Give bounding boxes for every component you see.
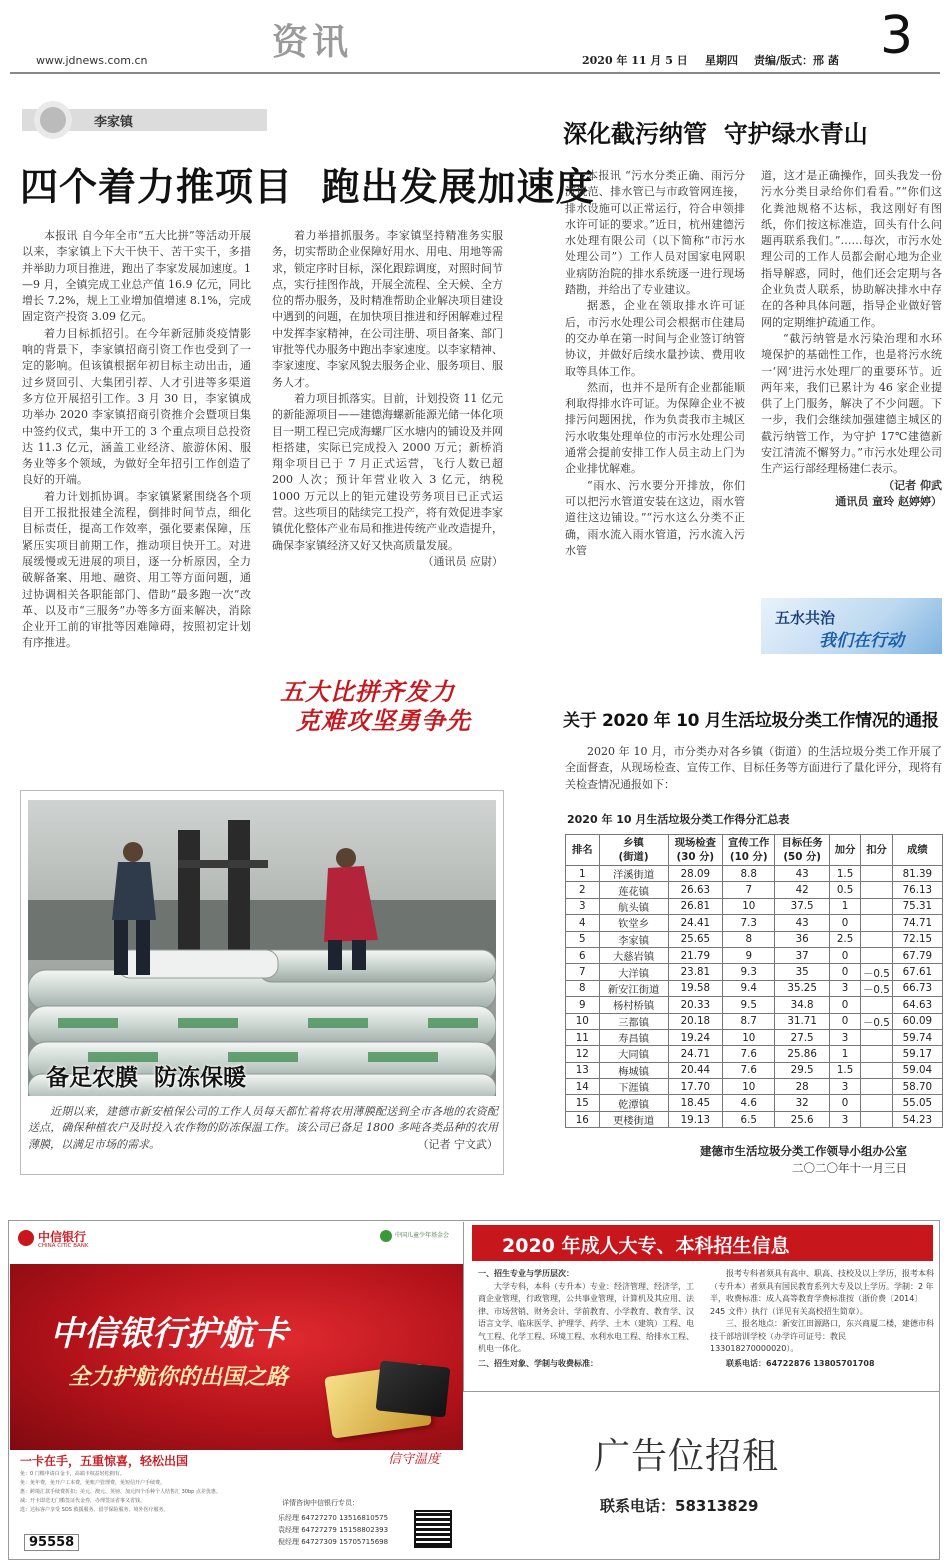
citic-bank-ad[interactable] <box>10 1222 463 1558</box>
table-cell: 43 <box>775 915 829 931</box>
page-number: 3 <box>880 6 914 66</box>
table-header-cell: 扣分 <box>861 835 892 866</box>
table-cell <box>861 1046 892 1062</box>
badge-line-2: 我们在行动 <box>819 631 904 651</box>
benefit-item: 选：达标客户享受 SOS 救援服务、留学保险服务、境外医疗服务。 <box>20 1507 169 1513</box>
table-cell: 0 <box>829 915 860 931</box>
table-row <box>566 997 943 1013</box>
table-cell: 25.65 <box>668 931 722 947</box>
table-cell: 67.79 <box>892 947 942 963</box>
table-cell: 0 <box>829 964 860 980</box>
issue-date: 2020 年 11 月 5 日 <box>582 54 688 67</box>
table-cell: 76.13 <box>892 882 942 898</box>
qr-code-icon[interactable] <box>416 1512 450 1546</box>
table-row <box>566 1046 943 1062</box>
article1-headline: 四个着力推项目 跑出发展加速度 <box>20 165 595 209</box>
table-cell: 42 <box>775 882 829 898</box>
table-header-row <box>566 835 943 866</box>
notice-intro-text: 2020 年 10 月，市分类办对各乡镇（街道）的生活垃圾分类工作开展了全面督查，从现场检查、宣传工作、目标任务等方面进行了量化评分，现将有关检查情况通报如下： <box>565 745 942 791</box>
enrollment-ad[interactable] <box>463 1222 940 1392</box>
table-cell: 10 <box>723 1079 775 1095</box>
table-cell: 1 <box>829 898 860 914</box>
table-cell: 35.25 <box>775 980 829 996</box>
table-cell: 26.63 <box>668 882 722 898</box>
table-cell: 9.3 <box>723 964 775 980</box>
bank-brand: 信守温度 <box>388 1452 441 1467</box>
photo-caption <box>28 1104 498 1153</box>
table-header-cell: 加分 <box>829 835 860 866</box>
article2-headline: 深化截污纳管 守护绿水青山 <box>563 120 868 148</box>
table-cell: 24.71 <box>668 1046 722 1062</box>
table-row <box>566 915 943 931</box>
bank-ad-banner <box>10 1264 463 1450</box>
issue-weekday: 星期四 <box>705 54 738 67</box>
article1-byline: （通讯员 应尉） <box>422 554 503 568</box>
table-row <box>566 898 943 914</box>
table-cell: 59.17 <box>892 1046 942 1062</box>
table-cell: 72.15 <box>892 931 942 947</box>
table-cell: 20.44 <box>668 1062 722 1078</box>
table-cell: 0 <box>829 997 860 1013</box>
table-cell: 27.5 <box>775 1029 829 1045</box>
table-cell: 3 <box>829 1079 860 1095</box>
enrollment-phone[interactable]: 联系电话：64722876 13805701708 <box>726 1358 875 1368</box>
table-cell <box>861 931 892 947</box>
table-cell: 梅城镇 <box>599 1062 668 1078</box>
card-image-2 <box>376 1360 451 1417</box>
editor-credit: 责编/版式：邢 菡 <box>754 54 839 67</box>
bank-hotline[interactable]: 95558 <box>24 1534 79 1551</box>
enrollment-section-heading: 二、招生对象、学制与收费标准： <box>478 1358 598 1368</box>
table-cell: 10 <box>723 1029 775 1045</box>
table-cell: －0.5 <box>861 980 892 996</box>
table-header-cell: 目标任务 (50 分) <box>775 835 829 866</box>
table-cell: 1 <box>829 1046 860 1062</box>
table-cell: 21.79 <box>668 947 722 963</box>
table-cell: 29.5 <box>775 1062 829 1078</box>
bank-name: 中信银行 <box>38 1230 87 1244</box>
table-cell: 6.5 <box>723 1111 775 1127</box>
table-cell: 75.31 <box>892 898 942 914</box>
table-cell: 11 <box>566 1029 600 1045</box>
table-cell: 0 <box>829 1095 860 1111</box>
article1-column-1 <box>22 228 251 652</box>
notice-signature: 建德市生活垃圾分类工作领导小组办公室 <box>700 1144 907 1158</box>
table-row <box>566 931 943 947</box>
article2-paragraph: “雨水、污水要分开排放，你们可以把污水管道安装在这边，雨水管道往这边铺设。”“污水这么分类不正确，雨水流入雨水管道，污水流入污水管 <box>565 478 745 557</box>
table-cell: 寿昌镇 <box>599 1029 668 1045</box>
section-title: 资讯 <box>272 22 353 63</box>
table-cell: 9.4 <box>723 980 775 996</box>
photo-caption-title: 备足农膜 防冻保暖 <box>46 1065 247 1091</box>
table-row <box>566 947 943 963</box>
table-cell: 18.45 <box>668 1095 722 1111</box>
article2-paragraph: 然而，也并不是所有企业都能顺利取得排水许可证。为保障企业不被排污问题困扰，作为负责我市主城区污水收集处理单位的市污水处理公司通常会提前安排工作人员主动上门为企业排忧解难。 <box>565 380 745 476</box>
table-cell: 81.39 <box>892 866 942 882</box>
partner-name: 中国儿童少年基金会 <box>395 1232 450 1239</box>
table-cell: 9 <box>566 997 600 1013</box>
table-row <box>566 1013 943 1029</box>
farm-film-photo <box>28 800 496 1096</box>
table-cell: 0.5 <box>829 882 860 898</box>
table-cell: 乾潭镇 <box>599 1095 668 1111</box>
table-cell <box>861 915 892 931</box>
table-cell: 13 <box>566 1062 600 1078</box>
bank-contact-heading: 详情咨询中信银行专员： <box>282 1499 359 1507</box>
table-cell: 更楼街道 <box>599 1111 668 1127</box>
table-cell: 7.6 <box>723 1046 775 1062</box>
article1-column-2 <box>272 228 503 570</box>
score-table <box>565 834 943 1128</box>
table-cell: 25.6 <box>775 1111 829 1127</box>
table-cell: 58.70 <box>892 1079 942 1095</box>
table-cell: 17.70 <box>668 1079 722 1095</box>
table-cell: 74.71 <box>892 915 942 931</box>
table-cell: 16 <box>566 1111 600 1127</box>
table-cell <box>861 1111 892 1127</box>
table-cell: 59.74 <box>892 1029 942 1045</box>
header-divider <box>10 72 940 74</box>
table-cell: 28 <box>775 1079 829 1095</box>
region-tag-label: 李家镇 <box>94 115 134 130</box>
table-cell: 25.86 <box>775 1046 829 1062</box>
photo-caption-text: 近期以来，建德市新安植保公司的工作人员每天都忙着将农用薄膜配送到全市各地的农资配送点，确保种植农户及时投入农作物的防冻保温工作。该公司已备足 1800 多吨各类品种的农用薄膜，以满足市场的需求。 <box>28 1105 498 1151</box>
table-cell: 55.05 <box>892 1095 942 1111</box>
table-cell: 1.5 <box>829 1062 860 1078</box>
warehouse-scene-image <box>28 800 496 1096</box>
table-cell: 59.04 <box>892 1062 942 1078</box>
table-cell: 14 <box>566 1079 600 1095</box>
table-row <box>566 1062 943 1078</box>
score-table-wrapper <box>565 834 943 1128</box>
article1-paragraph: 本报讯 自今年全市“五大比拼”等活动开展以来，李家镇上下大干快干、苦干实干，多措并举助力项目推进，跑出了李家发展加速度。1—9 月，全镇完成工业总产值 16.9 亿元，同比增长 7.2%，规上工业增加值增速 8.1%，完成固定资产投资 3.09 亿元。 <box>22 229 251 324</box>
article1-paragraph: 着力计划抓协调。李家镇紧紧围绕各个项目开工报批报建全流程，倒排时间节点，细化目标责任，提高工作效率，强化要素保障，压紧压实项目前期工作，推动项目快开工。对进展缓慢或无进展的项目，逐一分析原因，全力破解备案、用地、融资、用工等方面问题，通过协调相关各职能部门、借助“最多跑一次”改革、以及市“三服务”办等多方面来解决，消除企业开工前的审批等因难障碍，按照初定计划有序推进。 <box>22 489 251 650</box>
table-row <box>566 1079 943 1095</box>
article1-paragraph: 着力目标抓招引。在今年新冠肺炎疫情影响的背景下，李家镇招商引资工作也受到了一定的影响。但该镇根据年初目标主动出击，通过乡贤回引、大集团引荐、人才引进等多渠道多方位开展招引工作。3 月 30 日，李家镇成功举办 2020 李家镇招商引资推介会暨项目集中签约仪式，集中开工的 3 个重点项目总投资达 11.3 亿元，涵盖工业经济、旅游休闲、服务业等多个领域，为做好全年招引工作创造了良好的开端。 <box>22 326 251 487</box>
table-cell: 2.5 <box>829 931 860 947</box>
table-cell: 大慈岩镇 <box>599 947 668 963</box>
table-cell: 10 <box>566 1013 600 1029</box>
contact-row: 倪经理 64727309 15705715698 <box>278 1538 389 1546</box>
table-row <box>566 1029 943 1045</box>
table-title: 2020 年 10 月生活垃圾分类工作得分汇总表 <box>567 813 790 826</box>
article2-paragraph: 据悉，企业在领取排水许可证后，市污水处理公司会根据市住建局的交办单在第一时间与企业签订纳管协议，并做好后续水量抄读、费用收取等具体工作。 <box>565 299 745 378</box>
table-cell: 航头镇 <box>599 898 668 914</box>
table-cell: 20.33 <box>668 997 722 1013</box>
table-body <box>566 866 943 1128</box>
table-cell <box>861 997 892 1013</box>
benefit-item: 免：免年费，免开户工本费，免账户管理费，免短信开户手续费。 <box>20 1480 166 1486</box>
table-cell: 20.18 <box>668 1013 722 1029</box>
table-cell: 4.6 <box>723 1095 775 1111</box>
table-cell: 66.73 <box>892 980 942 996</box>
table-cell: 5 <box>566 931 600 947</box>
table-cell <box>861 1029 892 1045</box>
table-row <box>566 964 943 980</box>
slogan-line-1: 五大比拼齐发力 <box>280 678 455 706</box>
table-row <box>566 866 943 882</box>
enrollment-left-col <box>478 1268 698 1370</box>
table-cell <box>861 898 892 914</box>
table-cell: 12 <box>566 1046 600 1062</box>
table-cell: 0 <box>829 947 860 963</box>
notice-intro <box>565 744 942 793</box>
table-cell: 32 <box>775 1095 829 1111</box>
enrollment-section-text: 三、报名地点：新安江田源路口，东兴商厦二楼，建德市科技干部培训学校（办学许可证号：教民133018270000020）。 <box>710 1319 934 1353</box>
table-cell: 36 <box>775 931 829 947</box>
table-cell: 6 <box>566 947 600 963</box>
table-cell <box>861 882 892 898</box>
table-cell: 大洋镇 <box>599 964 668 980</box>
bank-ad-tagline: 一卡在手，五重惊喜，轻松出国 <box>20 1454 189 1468</box>
table-cell: 43 <box>775 866 829 882</box>
article2-column-1 <box>565 168 745 559</box>
photo-byline: （记者 宁文武） <box>417 1137 498 1151</box>
table-cell: 3 <box>566 898 600 914</box>
table-cell: 37 <box>775 947 829 963</box>
table-cell: 7 <box>723 882 775 898</box>
table-cell: 28.09 <box>668 866 722 882</box>
table-cell: 8 <box>566 980 600 996</box>
enrollment-title: 2020 年成人大专、本科招生信息 <box>502 1235 790 1257</box>
table-cell: 34.8 <box>775 997 829 1013</box>
table-row <box>566 1111 943 1127</box>
enrollment-section-text: 大学专科，本科（专升本）专业：经济管理、经济学，工商企业管理，行政管理，公共事业管理，计算机及其应用、法律、市场营销、财务会计、学前教育、小学教育、教育学、汉语言文学、临床医学、护理学、药学、土木（建筑）工程、电气工程、化学工程、环境工程、水利水电工程、给排水工程、机电一体化。 <box>478 1281 694 1353</box>
table-cell: 李家镇 <box>599 931 668 947</box>
table-cell: 1 <box>566 866 600 882</box>
table-cell: 54.23 <box>892 1111 942 1127</box>
table-cell: 7.3 <box>723 915 775 931</box>
table-cell: 67.61 <box>892 964 942 980</box>
table-header-cell: 宣传工作 (10 分) <box>723 835 775 866</box>
table-cell: 8.7 <box>723 1013 775 1029</box>
table-cell: 0 <box>829 1013 860 1029</box>
table-cell: 钦堂乡 <box>599 915 668 931</box>
table-cell: 2 <box>566 882 600 898</box>
table-cell: 莲花镇 <box>599 882 668 898</box>
table-cell: 洋溪街道 <box>599 866 668 882</box>
table-cell: －0.5 <box>861 1013 892 1029</box>
table-cell: 15 <box>566 1095 600 1111</box>
table-cell: 60.09 <box>892 1013 942 1029</box>
table-cell: 19.58 <box>668 980 722 996</box>
table-row <box>566 1095 943 1111</box>
table-cell: 9 <box>723 947 775 963</box>
region-tag-circle <box>34 101 72 139</box>
benefit-item: 免：0 门槛申请白金卡，高端卡权益轻松拥有。 <box>20 1471 125 1477</box>
article2-paragraph: 本报讯 “污水分类正确、雨污分流规范、排水管已与市政管网连接，排水设施可以正常运行，符合申领排水许可证的要求。”近日，杭州建德污水处理有限公司（以下简称“市污水处理公司”）工作人员对国家电网职业病防治院的排水系统逐一进行现场踏勘，并给出了专业建议。 <box>565 169 745 297</box>
bank-name-en: CHINA CITIC BANK <box>38 1243 89 1249</box>
table-cell: 64.63 <box>892 997 942 1013</box>
table-cell: 19.13 <box>668 1111 722 1127</box>
table-cell: 37.5 <box>775 898 829 914</box>
ad-space-title: 广告位招租 <box>594 1436 780 1477</box>
bank-ad-subtitle: 全力护航你的出国之路 <box>68 1365 289 1390</box>
table-cell: 杨村桥镇 <box>599 997 668 1013</box>
table-cell: 7.6 <box>723 1062 775 1078</box>
bank-contacts <box>278 1512 388 1548</box>
table-cell: 8.8 <box>723 866 775 882</box>
table-row <box>566 882 943 898</box>
table-cell: 35 <box>775 964 829 980</box>
bank-ad-title: 中信银行护航卡 <box>50 1314 288 1354</box>
table-cell: 23.81 <box>668 964 722 980</box>
article2-column-2 <box>761 168 942 510</box>
table-cell: 9.5 <box>723 997 775 1013</box>
table-cell: 8 <box>723 931 775 947</box>
table-cell <box>861 947 892 963</box>
table-cell: 1.5 <box>829 866 860 882</box>
table-cell <box>861 1062 892 1078</box>
article1-paragraph: 着力项目抓落实。目前，计划投资 11 亿元的新能源项目——建德海螺新能源光储一体化项目一期工程已完成海螺厂区水塘内的铺设及并网柜搭建，实际已完成投入 2000 万元；新桥消翔伞项目已于 7 月正式运营，飞行人数已超 200 人次；预计年营业收入 3 亿元，纳税 1000 万元以上的钜元建设劳务项目已正式运营。这些项目的陆续完工投产，将有效促进李家镇优化整体产业布局和推进传统产业改造提升，确保李家镇经济又好又快高质量发展。 <box>272 391 503 552</box>
five-water-badge <box>761 598 942 654</box>
table-cell <box>861 1095 892 1111</box>
foundation-logo-icon <box>380 1230 392 1242</box>
table-cell: 24.41 <box>668 915 722 931</box>
table-header-cell: 现场检查 (30 分) <box>668 835 722 866</box>
enrollment-section-heading: 一、招生专业与学历层次： <box>478 1269 574 1278</box>
website-url[interactable]: www.jdnews.com.cn <box>36 54 148 67</box>
table-row <box>566 980 943 996</box>
table-cell: 3 <box>829 1111 860 1127</box>
table-cell: 新安江街道 <box>599 980 668 996</box>
table-cell: －0.5 <box>861 964 892 980</box>
article2-byline: 通讯员 童玲 赵婷婷） <box>835 494 942 508</box>
table-cell: 4 <box>566 915 600 931</box>
contact-row: 乐经理 64727270 13516810575 <box>278 1514 389 1522</box>
table-header-cell: 乡镇 (街道) <box>599 835 668 866</box>
article2-paragraph: 道，这才是正确操作，回头我发一份污水分类目录给你们看看。”“你们这化粪池规格不达标，我这刚好有图纸，你们按这标准造，回头有什么问题再联系我们。”……每次，市污水处理公司的工作人员都会耐心地为企业指导解惑，同时，他们还会定期与各企业负责人联系，协助解决排水中存在的各种具体问题，指导企业做好管网的定期维护疏通工作。 <box>761 169 942 329</box>
enrollment-right-col <box>710 1268 934 1370</box>
masthead <box>0 0 947 80</box>
table-cell <box>861 1079 892 1095</box>
table-cell: 下涯镇 <box>599 1079 668 1095</box>
table-cell: 三都镇 <box>599 1013 668 1029</box>
benefit-item: 惠：跨境汇款手续费折扣；美元、澳元、英镑、加元四个币种个人结售汇 30bp 点差优惠。 <box>20 1489 221 1495</box>
table-header-cell: 成绩 <box>892 835 942 866</box>
table-cell: 3 <box>829 980 860 996</box>
contact-row: 袁经理 64727279 15158802393 <box>278 1526 389 1534</box>
table-cell: 大同镇 <box>599 1046 668 1062</box>
badge-line-1: 五水共治 <box>775 609 836 627</box>
benefit-item: 减：开卡即送无门槛签证代金券，办理签证省事又省钱。 <box>20 1498 146 1504</box>
table-cell: 7 <box>566 964 600 980</box>
table-cell: 26.81 <box>668 898 722 914</box>
bank-benefits-list <box>20 1470 282 1515</box>
table-cell: 19.24 <box>668 1029 722 1045</box>
bank-logo-icon <box>18 1230 34 1246</box>
article1-paragraph: 着力举措抓服务。李家镇坚持精准务实服务，切实帮助企业保障好用水、用电、用地等需求，锁定序时目标，深化跟踪调度，对照时间节点，实行挂图作战，开展全流程、全天候、全方位的帮办服务，及时精准帮助企业解决项目建设中遇到的问题，在加快项目推进和纾困解难过程中发挥李家精神，在公司注册、项目备案、部门审批等代办服务中跑出李家速度。以李家精神、李家速度、李家风貌去服务企业、服务项目、服务人才。 <box>272 229 503 389</box>
notice-headline: 关于 2020 年 10 月生活垃圾分类工作情况的通报 <box>563 711 939 731</box>
table-header-cell: 排名 <box>566 835 600 866</box>
table-cell: 3 <box>829 1029 860 1045</box>
table-cell: 10 <box>723 898 775 914</box>
enrollment-section-text: 报考专科者须具有高中、职高、技校及以上学历，报考本科（专升本）者须具有国民教育系列大专及以上学历。学制：2 年半，收费标准：成人高等教育学费标准按（浙价费〔2014〕245 文件）执行（详见有关高校招生简章）。 <box>710 1269 934 1316</box>
ad-space-phone[interactable]: 联系电话：58313829 <box>600 1497 759 1515</box>
slogan-line-2: 克难攻坚勇争先 <box>296 707 471 735</box>
table-cell <box>861 866 892 882</box>
table-cell: 31.71 <box>775 1013 829 1029</box>
article2-paragraph: “截污纳管是水污染治理和水环境保护的基础性工作，也是将污水统一‘网’进污水处理厂的重要环节。近两年来，我们已累计为 46 家企业提供了上门服务，解决了不少问题。下一步，我们会继续加强建德主城区的截污纳管工作，为守护 17℃建德新安江清流不懈努力。”市污水处理公司生产运行部经理杨建仁表示。 <box>761 331 942 476</box>
notice-date: 二〇二〇年十一月三日 <box>792 1161 907 1175</box>
article2-byline: （记者 仰武 <box>883 478 942 492</box>
